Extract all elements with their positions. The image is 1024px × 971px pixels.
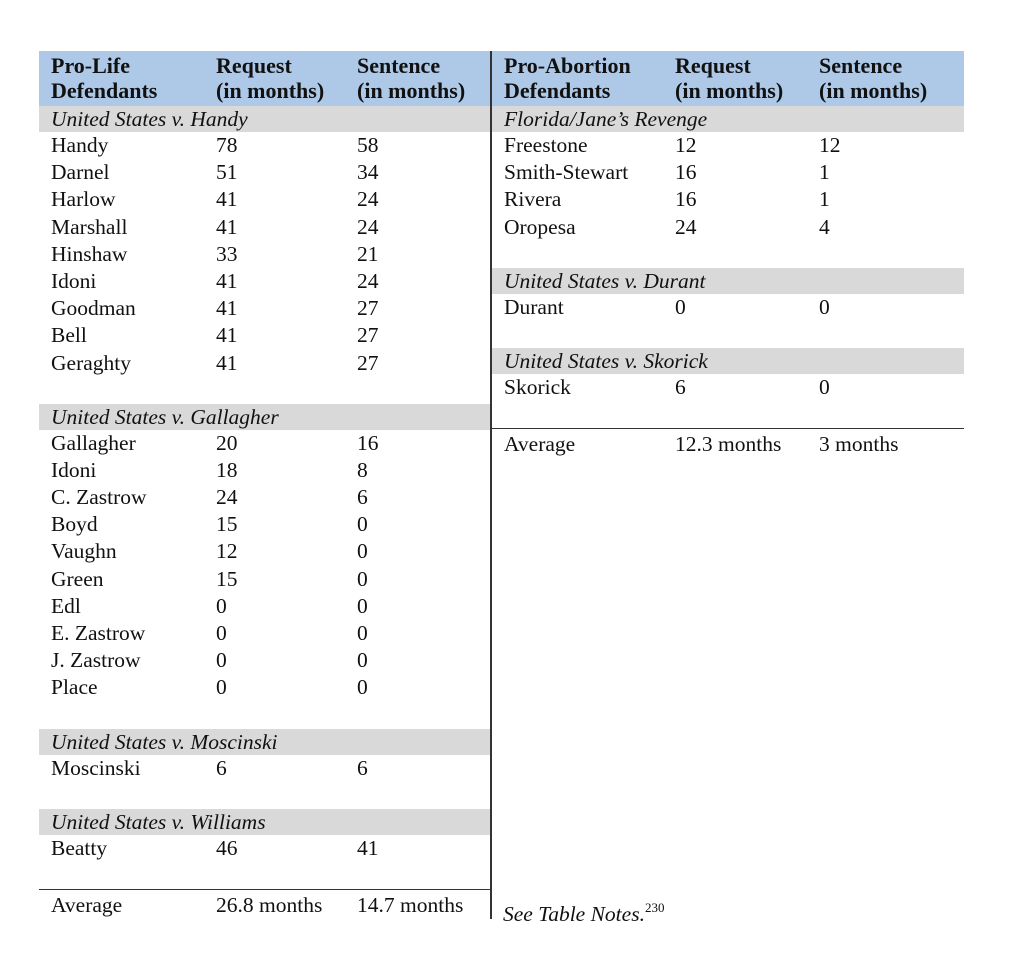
- defendant-name: Durant: [504, 294, 564, 319]
- request-value: 0: [216, 593, 227, 618]
- sentence-value: 41: [357, 835, 379, 860]
- request-value: 41: [216, 323, 238, 348]
- table-row: [39, 350, 490, 377]
- table-row: [492, 132, 964, 159]
- table-row: [39, 295, 490, 322]
- spacer: [39, 377, 490, 404]
- defendant-name: Beatty: [51, 835, 108, 860]
- table-row: [39, 538, 490, 565]
- defendant-name: Skorick: [504, 374, 571, 399]
- table-row: [39, 566, 490, 593]
- defendant-name: Hinshaw: [51, 241, 128, 266]
- case-heading: United States v. Gallagher: [39, 404, 490, 430]
- spacer: [39, 862, 490, 889]
- average-request: 26.8 months: [216, 892, 323, 917]
- request-value: 18: [216, 457, 238, 482]
- table-row: [39, 268, 490, 295]
- defendant-name: Rivera: [504, 187, 562, 212]
- sentence-value: 0: [357, 675, 368, 700]
- defendant-name: Green: [51, 566, 104, 591]
- table-note: [503, 893, 664, 929]
- case-heading: Florida/Jane’s Revenge: [492, 106, 964, 132]
- request-value: 16: [675, 160, 697, 185]
- sentence-value: 24: [357, 187, 379, 212]
- table-row: [39, 214, 490, 241]
- defendant-name: Smith-Stewart: [504, 160, 629, 185]
- sentence-value: 1: [819, 187, 830, 212]
- table-row: [39, 132, 490, 159]
- request-value: 41: [216, 350, 238, 375]
- table-row: [492, 374, 964, 401]
- defendant-name: Goodman: [51, 296, 136, 321]
- table-row: [39, 457, 490, 484]
- case-heading: United States v. Skorick: [492, 348, 964, 374]
- request-value: 41: [216, 268, 238, 293]
- request-value: 41: [216, 296, 238, 321]
- spacer: [492, 321, 964, 348]
- sentence-value: 0: [357, 566, 368, 591]
- table-row: [492, 294, 964, 321]
- sentence-value: 34: [357, 160, 379, 185]
- sentence-value: 24: [357, 268, 379, 293]
- header-request: Request (in months): [216, 53, 325, 103]
- defendant-name: Bell: [51, 323, 87, 348]
- average-request: 12.3 months: [675, 432, 782, 457]
- defendant-name: Harlow: [51, 187, 116, 212]
- defendant-name: Idoni: [51, 457, 97, 482]
- defendant-name: J. Zastrow: [51, 648, 141, 673]
- average-label: Average: [504, 432, 576, 457]
- sentence-value: 1: [819, 160, 830, 185]
- sentence-value: 0: [819, 294, 830, 319]
- sentence-value: 0: [357, 593, 368, 618]
- request-value: 24: [675, 214, 697, 239]
- request-value: 16: [675, 187, 697, 212]
- request-value: 12: [675, 133, 697, 157]
- table-row: [39, 484, 490, 511]
- request-value: 0: [675, 294, 686, 319]
- request-value: 78: [216, 133, 238, 157]
- case-heading: United States v. Williams: [39, 809, 490, 835]
- spacer: [492, 241, 964, 268]
- average-sentence: 14.7 months: [357, 892, 464, 917]
- table-row: [492, 159, 964, 186]
- sentence-value: 4: [819, 214, 830, 239]
- sentence-value: 27: [357, 296, 379, 321]
- header-sentence: Sentence (in months): [819, 53, 928, 103]
- note-text: See Table Notes: [503, 902, 640, 926]
- request-value: 51: [216, 160, 238, 185]
- footnote-marker: 230: [644, 900, 665, 915]
- case-heading: United States v. Moscinski: [39, 729, 490, 755]
- sentence-value: 12: [819, 133, 841, 157]
- defendant-name: Marshall: [51, 214, 128, 239]
- pro-life-table: [39, 51, 490, 920]
- table-row: [39, 674, 490, 701]
- sentence-value: 24: [357, 214, 379, 239]
- defendant-name: Place: [51, 675, 98, 700]
- table-row: [492, 214, 964, 241]
- request-value: 0: [216, 621, 227, 645]
- sentence-value: 0: [357, 648, 368, 673]
- table-row: [39, 159, 490, 186]
- average-row: [39, 889, 490, 920]
- defendant-name: Gallagher: [51, 430, 136, 455]
- spacer: [492, 401, 964, 428]
- request-value: 24: [216, 485, 238, 510]
- sentence-value: 6: [357, 485, 368, 510]
- header-defendants: Pro-Life Defendants: [51, 53, 158, 103]
- request-value: 6: [216, 755, 227, 780]
- table-row: [39, 593, 490, 620]
- table-row: [39, 511, 490, 538]
- case-heading: United States v. Handy: [39, 106, 490, 132]
- request-value: 15: [216, 512, 238, 537]
- table-row: [492, 186, 964, 213]
- defendant-name: Vaughn: [51, 539, 117, 564]
- table-row: [39, 322, 490, 349]
- defendant-name: Freestone: [504, 133, 588, 157]
- sentence-value: 21: [357, 241, 379, 266]
- request-value: 0: [216, 648, 227, 673]
- header-request: Request (in months): [675, 53, 784, 103]
- defendant-name: Idoni: [51, 268, 97, 293]
- defendant-name: Boyd: [51, 512, 98, 537]
- defendant-name: C. Zastrow: [51, 485, 147, 510]
- defendant-name: Moscinski: [51, 755, 141, 780]
- request-value: 6: [675, 374, 686, 399]
- table-row: [39, 620, 490, 647]
- request-value: 41: [216, 187, 238, 212]
- defendant-name: E. Zastrow: [51, 621, 146, 645]
- sentence-value: 58: [357, 133, 379, 157]
- sentence-value: 6: [357, 755, 368, 780]
- spacer: [39, 782, 490, 809]
- request-value: 15: [216, 566, 238, 591]
- request-value: 12: [216, 539, 238, 564]
- pro-life-header-row: [39, 51, 490, 106]
- average-sentence: 3 months: [819, 432, 899, 457]
- request-value: 0: [216, 675, 227, 700]
- defendant-name: Edl: [51, 593, 81, 618]
- table-row: [39, 755, 490, 782]
- table-row: [39, 430, 490, 457]
- spacer: [39, 702, 490, 729]
- average-row: [492, 428, 964, 459]
- case-heading: United States v. Durant: [492, 268, 964, 294]
- defendant-name: Oropesa: [504, 214, 576, 239]
- sentence-value: 0: [357, 621, 368, 645]
- defendant-name: Handy: [51, 133, 109, 157]
- defendant-name: Darnel: [51, 160, 110, 185]
- header-defendants: Pro-Abortion Defendants: [504, 53, 631, 103]
- table-row: [39, 186, 490, 213]
- table-row: [39, 241, 490, 268]
- note-punct: .: [639, 902, 645, 926]
- sentence-value: 0: [357, 512, 368, 537]
- header-sentence: Sentence (in months): [357, 53, 466, 103]
- sentence-value: 8: [357, 457, 368, 482]
- sentence-value: 0: [819, 374, 830, 399]
- request-value: 33: [216, 241, 238, 266]
- average-label: Average: [51, 892, 123, 917]
- request-value: 46: [216, 835, 238, 860]
- request-value: 20: [216, 430, 238, 455]
- pro-abortion-header-row: [492, 51, 964, 106]
- sentence-value: 27: [357, 323, 379, 348]
- sentence-value: 16: [357, 430, 379, 455]
- sentence-value: 27: [357, 350, 379, 375]
- table-row: [39, 647, 490, 674]
- defendant-name: Geraghty: [51, 350, 131, 375]
- request-value: 41: [216, 214, 238, 239]
- pro-abortion-table: [492, 51, 964, 459]
- table-row: [39, 835, 490, 862]
- sentence-value: 0: [357, 539, 368, 564]
